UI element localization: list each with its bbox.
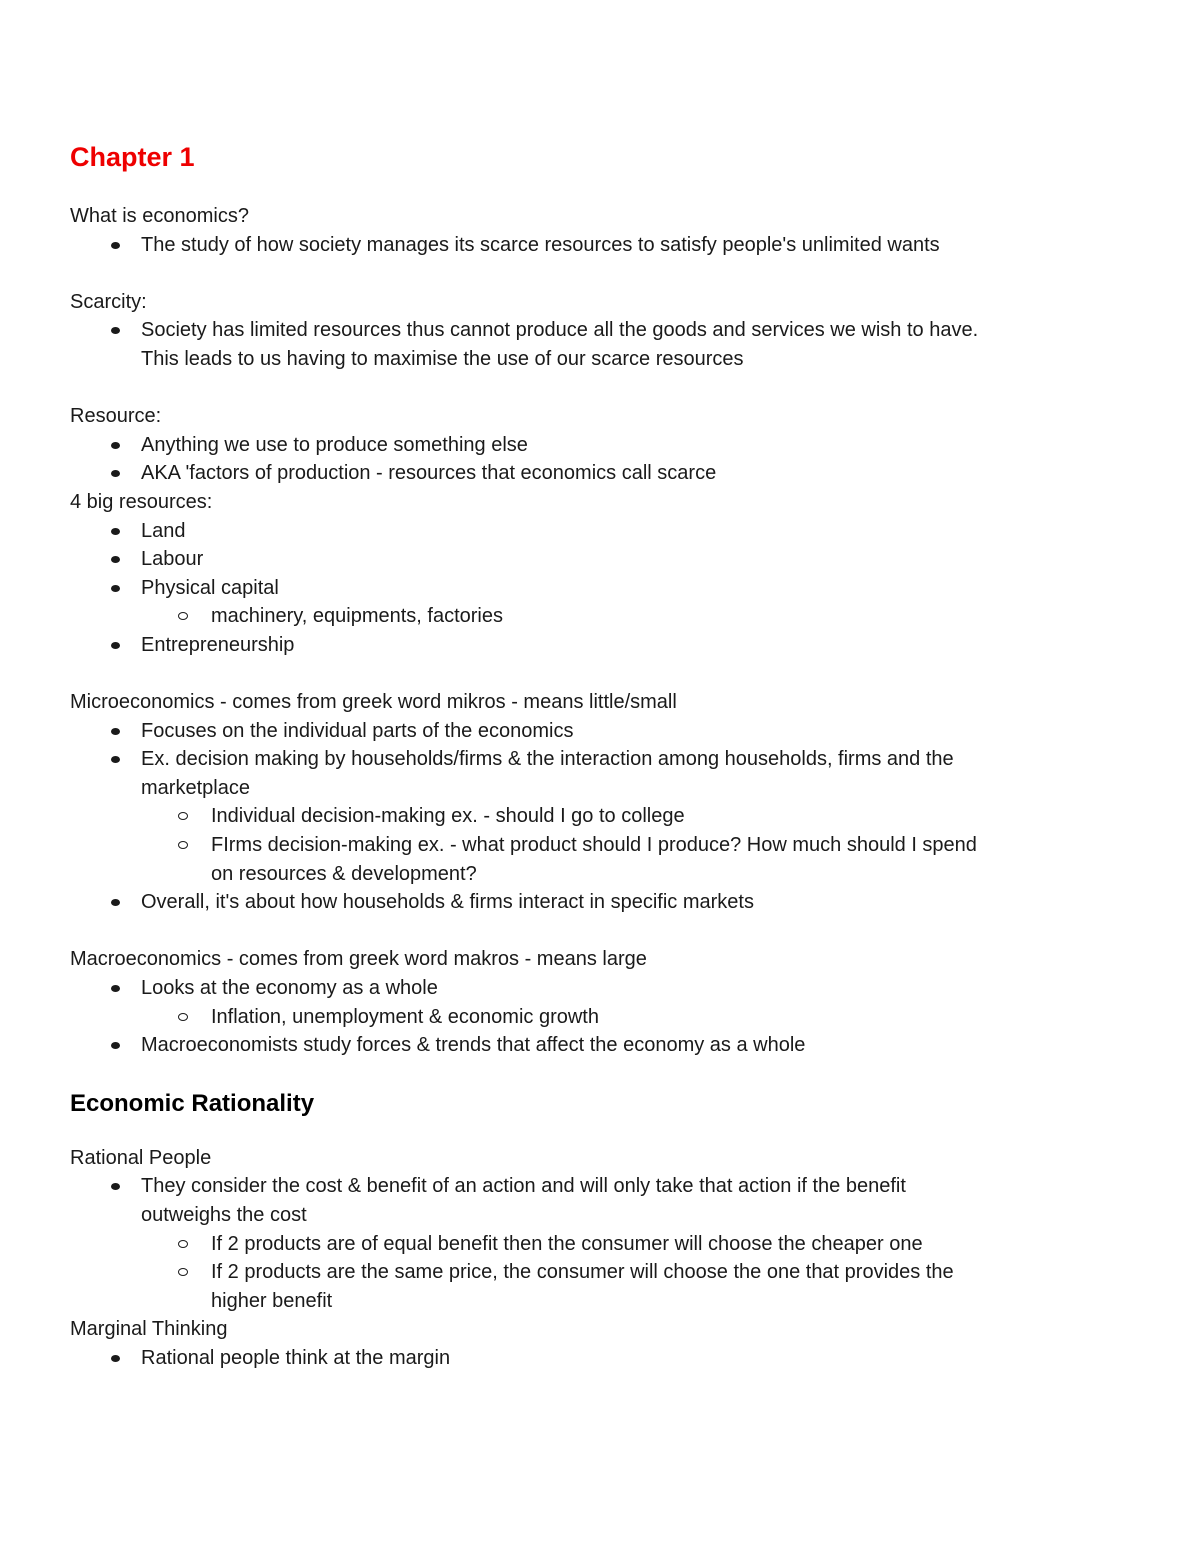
list-item: Labour — [70, 545, 1130, 574]
list-item-line: outweighs the cost — [141, 1204, 307, 1226]
list-item — [70, 1172, 1130, 1229]
bullet-list — [70, 717, 1130, 917]
sub-list-item — [70, 831, 1130, 888]
section-heading: Microeconomics - comes from greek word mikros - means little/small — [70, 691, 677, 714]
sub-list-item — [70, 1258, 1130, 1315]
sub-list-item: machinery, equipments, factories — [70, 602, 1130, 631]
bullet-list — [70, 517, 1130, 660]
section-heading: Macroeconomics - comes from greek word makros - means large — [70, 948, 647, 971]
list-item: Anything we use to produce something else — [70, 431, 1130, 460]
list-item-line: marketplace — [141, 776, 250, 799]
list-item-line: on resources & development? — [211, 862, 477, 885]
list-item-line: This leads to us having to maximise the use of our scarce resources — [141, 347, 744, 370]
bullet-list — [70, 316, 1130, 373]
sub-list-item: If 2 products are of equal benefit then the consumer will choose the cheaper one — [70, 1230, 1130, 1259]
list-item: AKA 'factors of production - resources that economics call scarce — [70, 459, 1130, 488]
list-item: Physical capital — [70, 574, 1130, 603]
list-item-line: higher benefit — [211, 1289, 333, 1312]
sub-list-item: Individual decision-making ex. - should I go to college — [70, 802, 1130, 831]
list-item — [70, 316, 1130, 373]
section-heading: Rational People — [70, 1146, 212, 1169]
chapter-title: Chapter 1 — [70, 142, 195, 172]
list-item-line: If 2 products are the same price, the consumer will choose the one that provides the — [211, 1261, 954, 1284]
list-item: The study of how society manages its scarce resources to satisfy people's unlimited wants — [70, 231, 1130, 260]
list-item: Rational people think at the margin — [70, 1344, 1130, 1373]
section-heading: 4 big resources: — [70, 490, 213, 513]
bullet-list — [70, 1172, 1130, 1315]
section-heading: Marginal Thinking — [70, 1318, 228, 1341]
section-heading: Resource: — [70, 405, 162, 428]
list-item-line: FIrms decision-making ex. - what product should I produce? How much should I spend — [211, 834, 977, 857]
section-title: Economic Rationality — [70, 1089, 315, 1117]
list-item: Looks at the economy as a whole — [70, 974, 1130, 1003]
sub-list-item: Inflation, unemployment & economic growth — [70, 1003, 1130, 1032]
list-item: Land — [70, 517, 1130, 546]
bullet-list — [70, 974, 1130, 1060]
bullet-list — [70, 431, 1130, 488]
bullet-list — [70, 1344, 1130, 1373]
list-item — [70, 745, 1130, 802]
bullet-list — [70, 231, 1130, 260]
list-item-line: Ex. decision making by households/firms & the interaction among households, firms and the — [141, 748, 954, 771]
list-item: Entrepreneurship — [70, 631, 1130, 660]
section-heading: Scarcity: — [70, 290, 147, 313]
list-item: Macroeconomists study forces & trends that affect the economy as a whole — [70, 1031, 1130, 1060]
section-heading: What is economics? — [70, 205, 249, 227]
list-item: Overall, it's about how households & firms interact in specific markets — [70, 888, 1130, 917]
list-item: Focuses on the individual parts of the economics — [70, 717, 1130, 746]
list-item-line: Society has limited resources thus cannot produce all the goods and services we wish to have. — [141, 319, 979, 342]
list-item-line: They consider the cost & benefit of an action and will only take that action if the benefit — [141, 1175, 906, 1198]
document-page — [70, 136, 1130, 1373]
